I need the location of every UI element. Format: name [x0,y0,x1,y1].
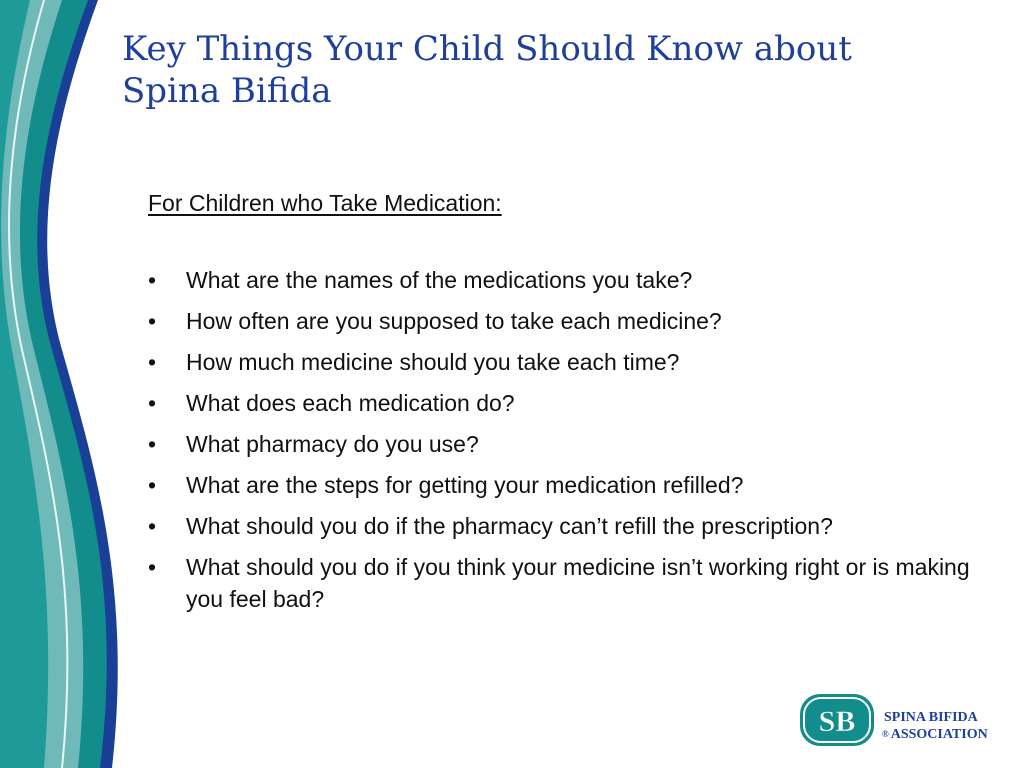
list-item: • What should you do if you think your medicine isn’t working right or is making you feel bad? [148,551,1008,615]
logo-line-1: SPINA BIFIDA [884,710,978,725]
page-title [122,28,982,112]
registered-mark: ® [882,729,889,739]
logo-line-2-text: ASSOCIATION [890,727,988,742]
list-item: • How much medicine should you take each time? [148,346,1008,378]
slide-content [148,186,1008,624]
list-item: • What are the names of the medications you take? [148,264,1008,296]
list-item: • What are the steps for getting your medication refilled? [148,469,1008,501]
title-line-1: Key Things Your Child Should Know about [122,29,852,69]
logo-wordmark [882,710,988,743]
list-item: • What does each medication do? [148,387,1008,419]
spina-bifida-association-logo [798,692,1008,748]
section-heading: For Children who Take Medication: [148,190,502,216]
list-item: • What should you do if the pharmacy can’t refill the prescription? [148,510,1008,542]
question-list [148,264,1008,615]
list-item: • How often are you supposed to take each medicine? [148,305,1008,337]
sb-logo-icon [798,692,876,748]
side-wave-decoration [0,0,140,768]
logo-line-2 [882,726,988,743]
title-line-2: Spina Bifida [122,71,332,111]
list-item: • What pharmacy do you use? [148,428,1008,460]
logo-mark-text: SB [818,705,856,738]
